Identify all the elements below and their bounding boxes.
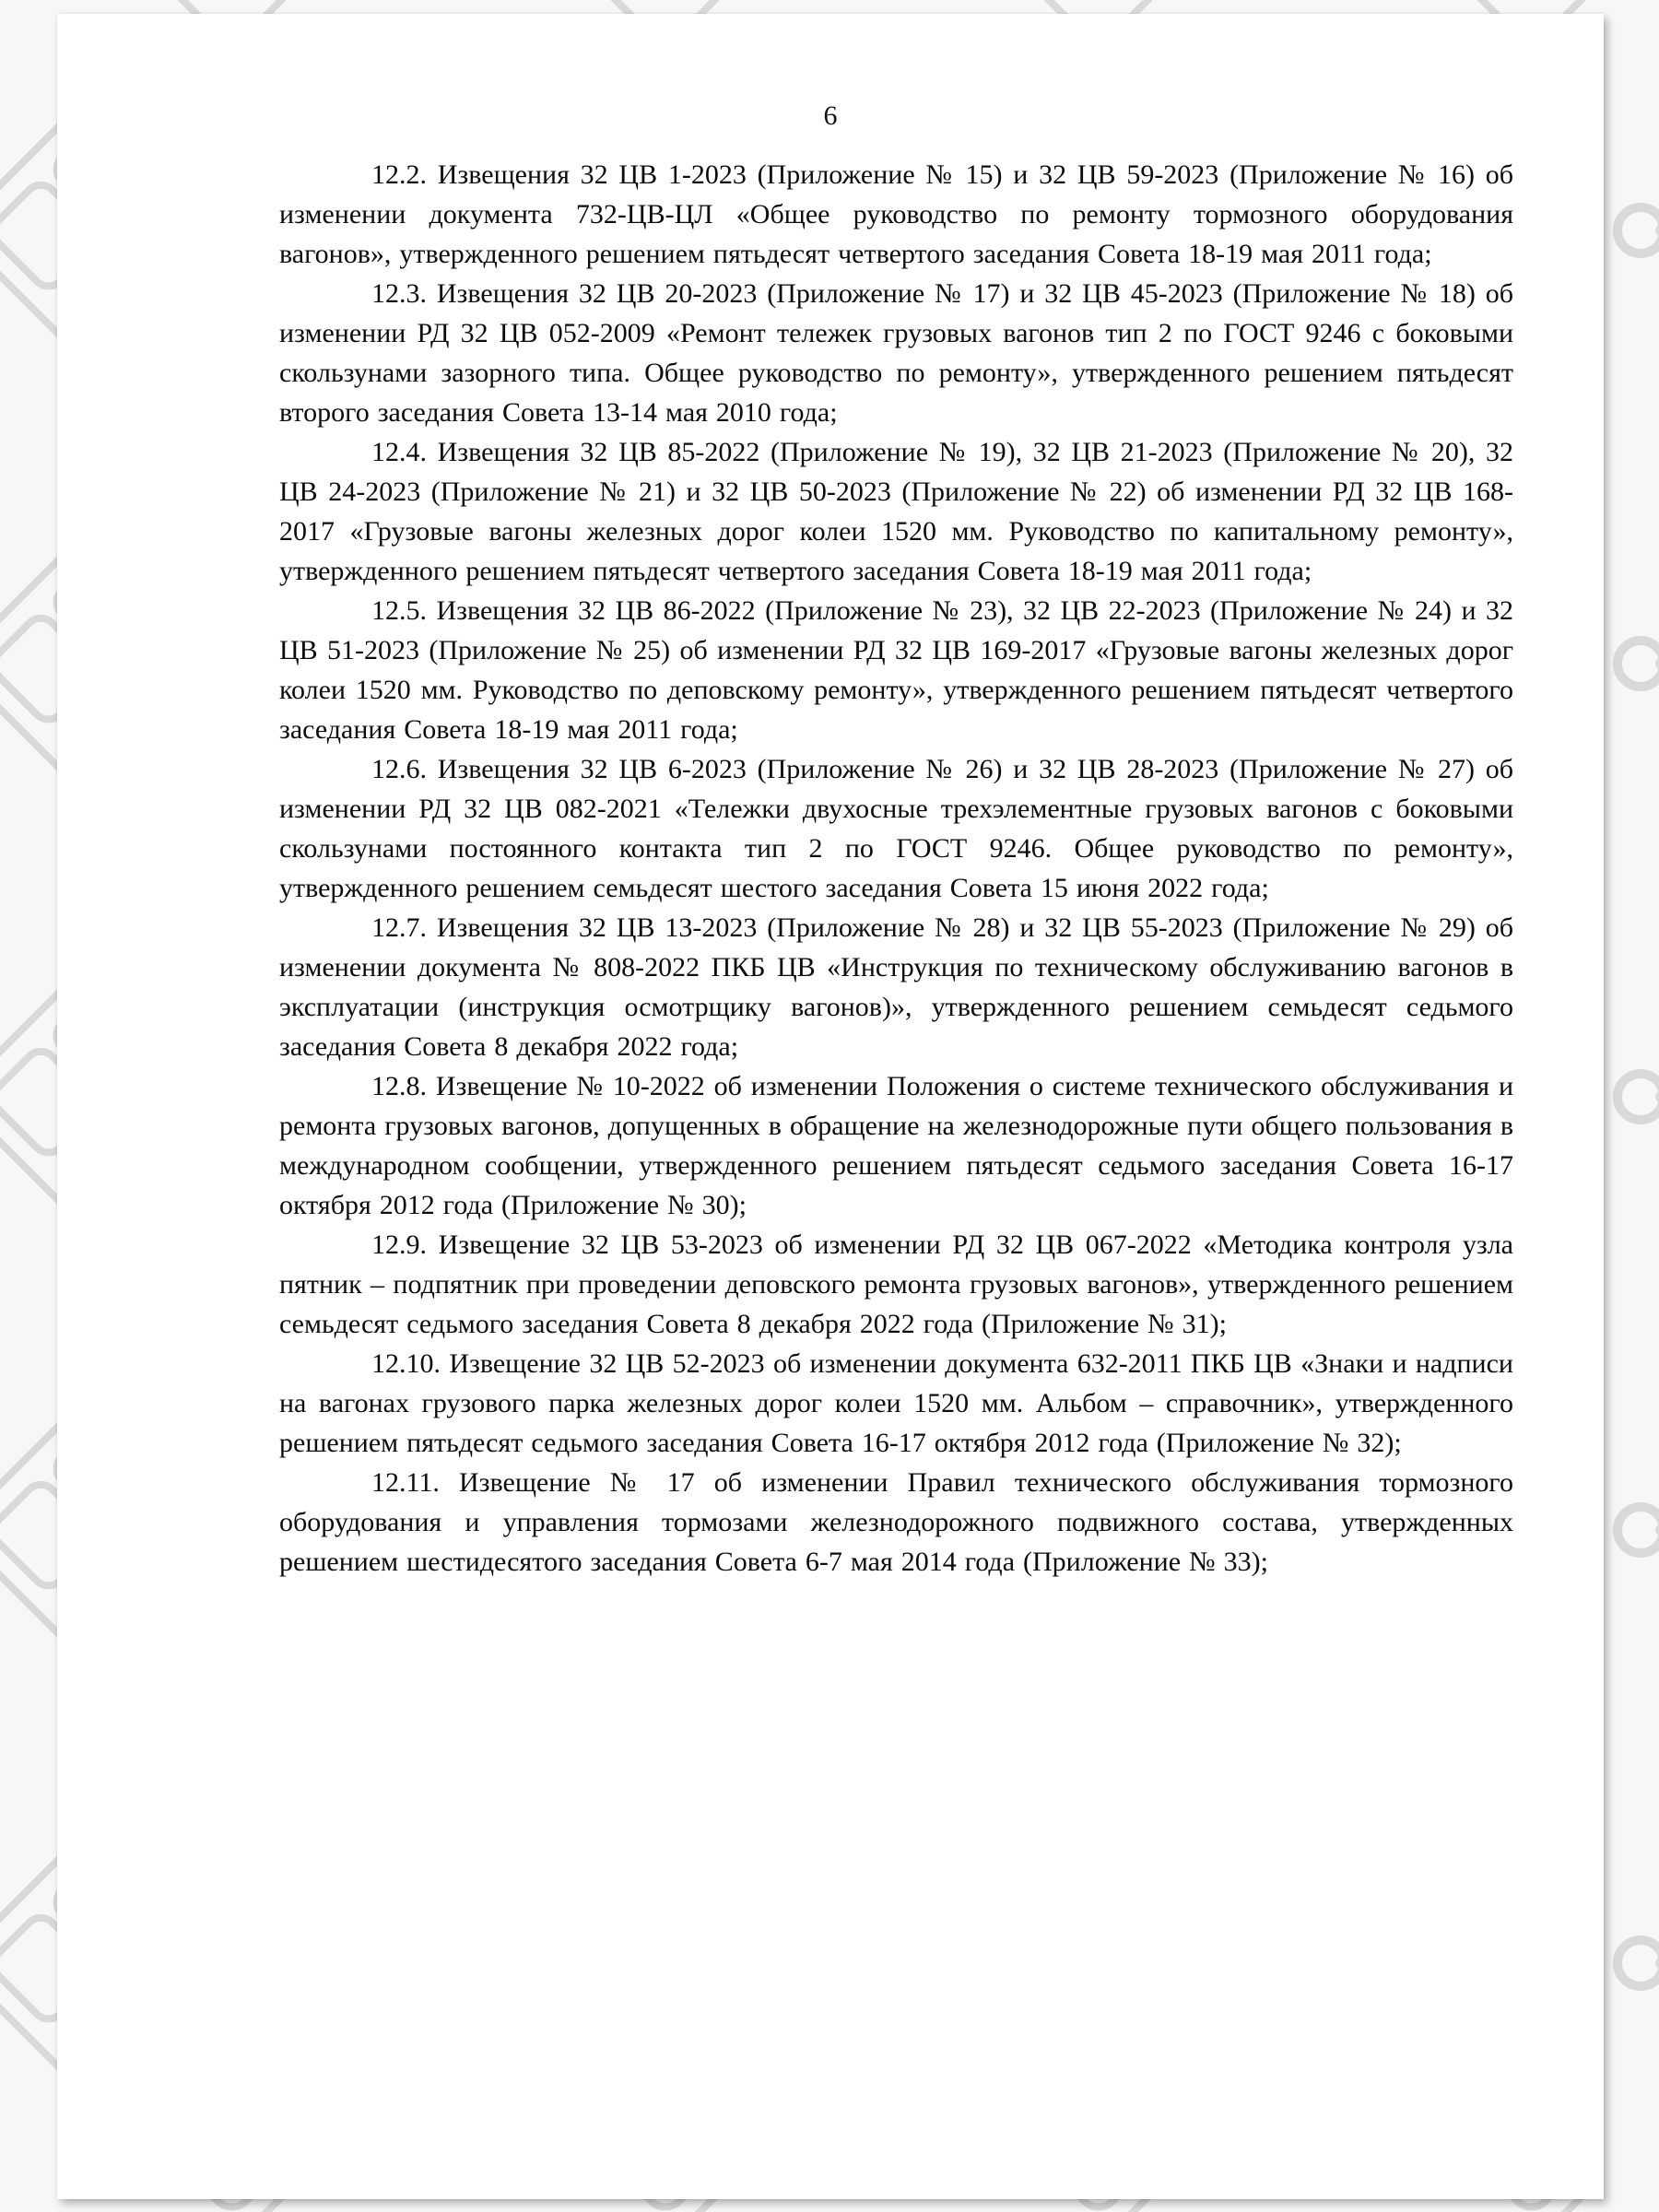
paragraph-12-3: 12.3. Извещения 32 ЦВ 20-2023 (Приложение № 17) и 32 ЦВ 45-2023 (Приложение № 18) об изменении РД 32 ЦВ 052-2009 «Ремонт тележек грузовых вагонов тип 2 по ГОСТ 9246 с боковыми скользунами зазорного типа. Общее руководство по ремонту», утвержденного решением пятьдесят второго заседания Совета 13-14 мая 2010 года; [279,278,1513,428]
paragraph-12-8: 12.8. Извещение № 10-2022 об изменении Положения о системе технического обслуживания и ремонта грузовых вагонов, допущенных в обращение на железнодорожные пути общего пользования в международном сообщении, утвержденного решением пятьдесят седьмого заседания Совета 16-17 октября 2012 года (Приложение № 30); [279,1071,1513,1220]
paragraph-12-4: 12.4. Извещения 32 ЦВ 85-2022 (Приложение № 19), 32 ЦВ 21-2023 (Приложение № 20), 32 ЦВ 24-2023 (Приложение № 21) и 32 ЦВ 50-2023 (Приложение № 22) об изменении РД 32 ЦВ 168-2017 «Грузовые вагоны железных дорог колеи 1520 мм. Руководство по капитальному ремонту», утвержденного решением пятьдесят четвертого заседания Совета 18-19 мая 2011 года; [279,437,1513,586]
paragraph-12-2: 12.2. Извещения 32 ЦВ 1-2023 (Приложение № 15) и 32 ЦВ 59-2023 (Приложение № 16) об изменении документа 732-ЦВ-ЦЛ «Общее руководство по ремонту тормозного оборудования вагонов», утвержденного решением пятьдесят четвертого заседания Совета 18-19 мая 2011 года; [279,159,1513,269]
paragraph-12-7: 12.7. Извещения 32 ЦВ 13-2023 (Приложение № 28) и 32 ЦВ 55-2023 (Приложение № 29) об изменении документа № 808-2022 ПКБ ЦВ «Инструкция по техническому обслуживанию вагонов в эксплуатации (инструкция осмотрщику вагонов)», утвержденного решением семьдесят седьмого заседания Совета 8 декабря 2022 года; [279,912,1513,1062]
page-number: 6 [823,100,838,131]
paragraph-12-6: 12.6. Извещения 32 ЦВ 6-2023 (Приложение № 26) и 32 ЦВ 28-2023 (Приложение № 27) об изменении РД 32 ЦВ 082-2021 «Тележки двухосные трехэлементные грузовых вагонов с боковыми скользунами постоянного контакта тип 2 по ГОСТ 9246. Общее руководство по ремонту», утвержденного решением семьдесят шестого заседания Совета 15 июня 2022 года; [279,754,1513,903]
paragraph-12-11: 12.11. Извещение № 17 об изменении Правил технического обслуживания тормозного оборудования и управления тормозами железнодорожного подвижного состава, утвержденных решением шестидесятого заседания Совета 6-7 мая 2014 года (Приложение № 33); [279,1467,1513,1577]
paragraph-12-9: 12.9. Извещение 32 ЦВ 53-2023 об изменении РД 32 ЦВ 067-2022 «Методика контроля узла пятник – подпятник при проведении деповского ремонта грузовых вагонов», утвержденного решением семьдесят седьмого заседания Совета 8 декабря 2022 года (Приложение № 31); [279,1230,1513,1339]
document-body [279,155,1513,1582]
paragraph-12-10: 12.10. Извещение 32 ЦВ 52-2023 об изменении документа 632-2011 ПКБ ЦВ «Знаки и надписи на вагонах грузового парка железных дорог колеи 1520 мм. Альбом – справочник», утвержденного решением пятьдесят седьмого заседания Совета 16-17 октября 2012 года (Приложение № 32); [279,1348,1513,1458]
paragraph-12-5: 12.5. Извещения 32 ЦВ 86-2022 (Приложение № 23), 32 ЦВ 22-2023 (Приложение № 24) и 32 ЦВ 51-2023 (Приложение № 25) об изменении РД 32 ЦВ 169-2017 «Грузовые вагоны железных дорог колеи 1520 мм. Руководство по деповскому ремонту», утвержденного решением пятьдесят четвертого заседания Совета 18-19 мая 2011 года; [279,595,1513,745]
document-page [57,14,1604,2199]
